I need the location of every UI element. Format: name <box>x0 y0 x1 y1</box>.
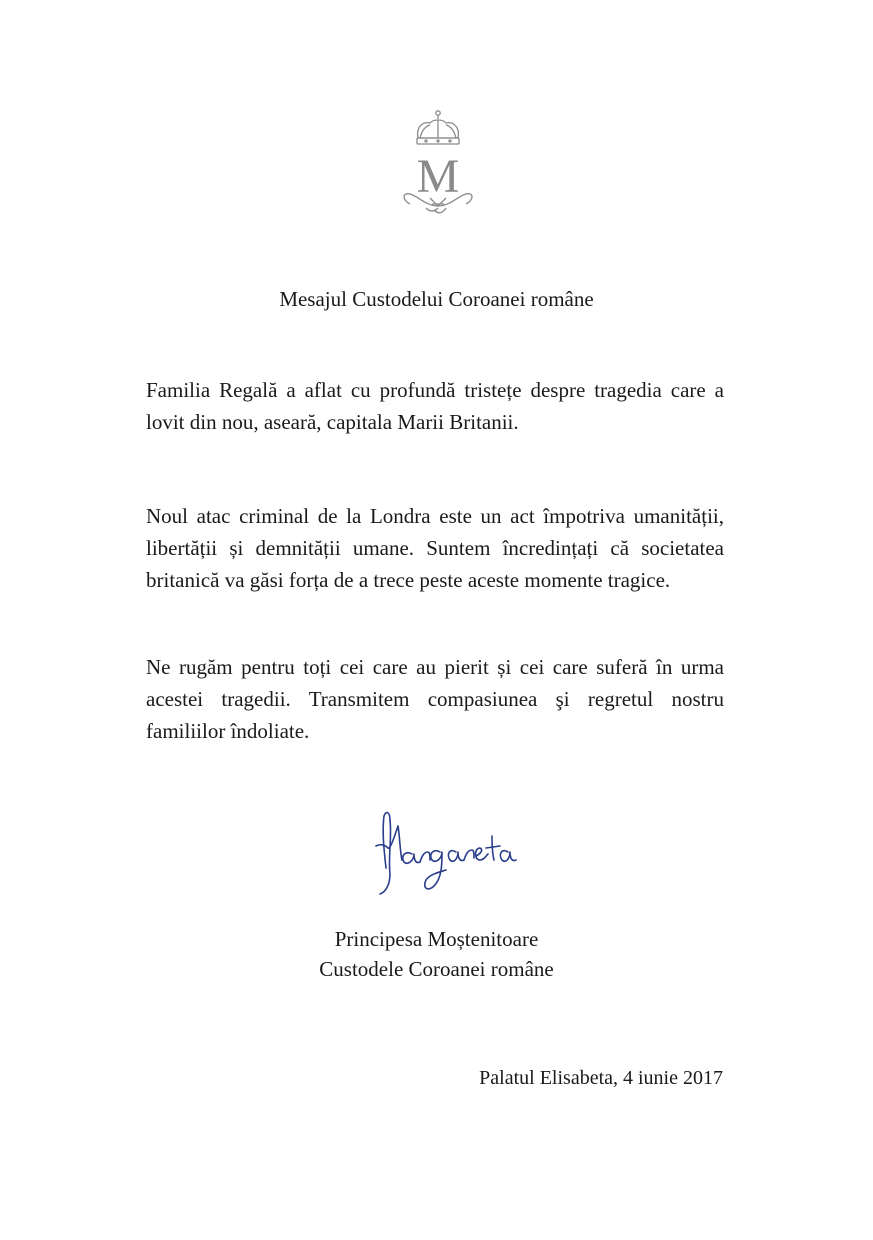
royal-crown-monogram-icon <box>396 108 480 220</box>
monogram-letter: M <box>416 150 460 203</box>
place-and-date: Palatul Elisabeta, 4 iunie 2017 <box>479 1067 723 1089</box>
closing-block <box>0 924 873 984</box>
paragraph-3: Ne rugăm pentru toți cei care au pierit și cei care suferă în urma acestei tragedii. Transmitem compasiunea şi regretul nostru familiilor îndoliate. <box>146 655 724 743</box>
signature-image <box>368 808 528 900</box>
page-title: Mesajul Custodelui Coroanei române <box>279 287 594 311</box>
signatory-title: Principesa Moștenitoare <box>334 927 539 951</box>
paragraph-2: Noul atac criminal de la Londra este un act împotriva umanității, libertății și demnității umane. Suntem încredințați că societatea britanică va găsi forța de a trece peste aceste momente tragice. <box>146 504 724 592</box>
signatory-role: Custodele Coroanei române <box>319 957 554 981</box>
paragraph-1: Familia Regală a aflat cu profundă tristețe despre tragedia care a lovit din nou, aseară, capitala Marii Britanii. <box>146 378 724 434</box>
